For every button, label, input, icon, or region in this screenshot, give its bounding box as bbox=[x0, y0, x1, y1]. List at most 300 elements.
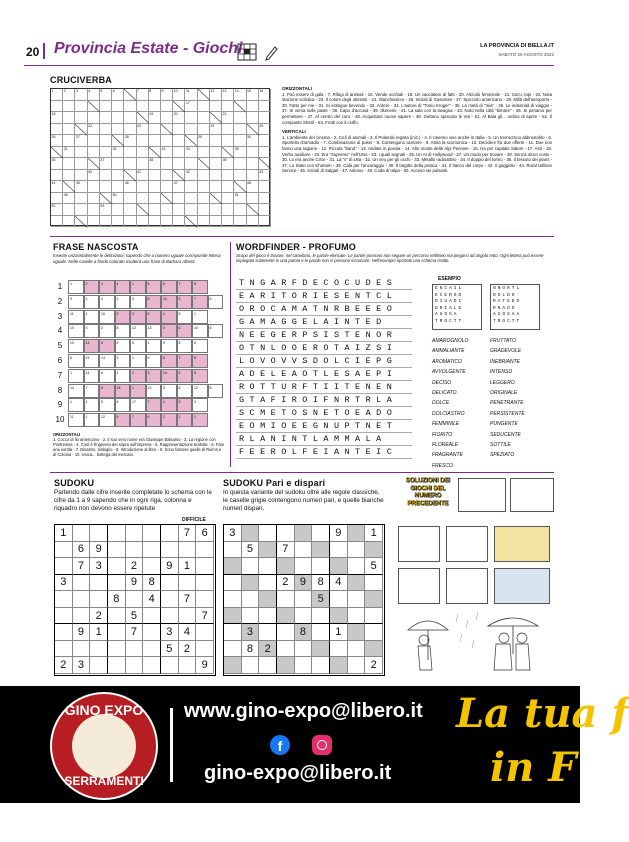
frase-cell[interactable]: 1 bbox=[146, 339, 162, 353]
sudoku-pari-dispari-cell[interactable] bbox=[224, 624, 242, 641]
frase-cell[interactable]: 5 bbox=[177, 310, 193, 324]
frase-cell[interactable]: 1 bbox=[84, 413, 100, 427]
frase-cell[interactable]: 3 bbox=[146, 369, 162, 383]
frase-cell[interactable]: 6 bbox=[208, 324, 224, 338]
logo-bottom-text: SERRAMENTI bbox=[64, 774, 144, 788]
frase-cell[interactable]: 6 bbox=[208, 295, 224, 309]
sudoku-cell[interactable] bbox=[196, 542, 214, 559]
crossword-cell bbox=[247, 89, 259, 101]
frase-cell[interactable]: 10 bbox=[68, 324, 84, 338]
crossword-cell bbox=[137, 135, 149, 147]
example-title: ESEMPIO bbox=[438, 276, 461, 282]
sudoku-pari-dispari-cell[interactable] bbox=[224, 657, 242, 674]
frase-cell[interactable]: 3 bbox=[161, 324, 177, 338]
sudoku-pari-dispari-cell: 8 bbox=[312, 575, 330, 592]
sudoku-cell[interactable] bbox=[126, 542, 144, 559]
sudoku-cell[interactable] bbox=[55, 542, 73, 559]
sudoku-pari-dispari-cell[interactable] bbox=[224, 591, 242, 608]
sudoku-cell[interactable] bbox=[55, 558, 73, 575]
frase-cell[interactable]: 11 bbox=[68, 310, 84, 324]
crossword-cell bbox=[149, 89, 161, 101]
sudoku-cell[interactable] bbox=[108, 558, 126, 575]
frase-cell[interactable]: 1 bbox=[192, 310, 208, 324]
frase-cell[interactable]: 7 bbox=[146, 398, 162, 412]
crossword-cell bbox=[149, 204, 161, 216]
crossword-cell bbox=[63, 216, 75, 228]
crossword-cell bbox=[51, 193, 63, 205]
sudoku-cell[interactable] bbox=[90, 525, 108, 542]
word-list-item: AMMALIANTE bbox=[432, 348, 465, 355]
sudoku-cell[interactable] bbox=[126, 641, 144, 658]
sudoku-pari-dispari-cell[interactable] bbox=[224, 542, 242, 559]
crossword-cell bbox=[185, 158, 197, 170]
sudoku-cell[interactable] bbox=[73, 525, 91, 542]
frase-cell[interactable]: 14 bbox=[99, 354, 115, 368]
crossword-cell bbox=[100, 170, 112, 182]
crossword-cell bbox=[124, 193, 136, 205]
sudoku-pari-dispari-cell[interactable] bbox=[295, 657, 313, 674]
frase-cell[interactable]: 1 bbox=[130, 280, 146, 294]
frase-row-number: 3 bbox=[57, 311, 63, 321]
sudoku-cell[interactable] bbox=[161, 575, 179, 592]
frase-cell[interactable]: 8 bbox=[177, 339, 193, 353]
crossword-clue-number: 32 bbox=[112, 146, 117, 151]
frase-cell[interactable]: 12 bbox=[99, 413, 115, 427]
crossword-block-cell bbox=[234, 101, 246, 113]
sudoku-pari-dispari-cell[interactable] bbox=[277, 558, 295, 575]
page-title: Provincia Estate - Giochi bbox=[54, 40, 243, 57]
frase-cell[interactable]: 1 bbox=[130, 384, 146, 398]
sudoku-pari-dispari-cell[interactable] bbox=[277, 608, 295, 625]
crossword-clue-number: 50 bbox=[112, 192, 117, 197]
crossword-cell bbox=[247, 193, 259, 205]
instagram-icon[interactable] bbox=[312, 735, 332, 755]
sudoku-cell[interactable] bbox=[73, 591, 91, 608]
sudoku-pari-dispari-cell[interactable] bbox=[312, 657, 330, 674]
sudoku-pari-dispari-cell: 2 bbox=[277, 575, 295, 592]
frase-cell[interactable]: 6 bbox=[192, 339, 208, 353]
frase-clues-title: ORIZZONTALI bbox=[53, 432, 81, 437]
frase-cell[interactable]: 10 bbox=[161, 369, 177, 383]
frase-cell[interactable]: 4 bbox=[115, 280, 131, 294]
sudoku-cell[interactable] bbox=[143, 608, 161, 625]
sudoku-pari-dispari-cell[interactable] bbox=[330, 542, 348, 559]
sudoku-pari-dispari-cell[interactable] bbox=[312, 641, 330, 658]
sudoku-pari-dispari-cell[interactable] bbox=[365, 575, 383, 592]
sudoku-cell[interactable] bbox=[55, 591, 73, 608]
sudoku-pari-dispari-cell[interactable] bbox=[259, 558, 277, 575]
sudoku-cell[interactable] bbox=[143, 657, 161, 674]
frase-cell[interactable]: 12 bbox=[192, 384, 208, 398]
sudoku-pari-dispari-cell[interactable] bbox=[259, 608, 277, 625]
frase-cell[interactable]: 3 bbox=[115, 354, 131, 368]
crossword-clue-number: 51 bbox=[234, 192, 239, 197]
sudoku-cell[interactable] bbox=[196, 591, 214, 608]
sudoku-cell[interactable] bbox=[161, 608, 179, 625]
crossword-cell bbox=[198, 216, 210, 228]
sudoku-pari-dispari-cell[interactable] bbox=[277, 525, 295, 542]
frase-cell[interactable]: 5 bbox=[177, 295, 193, 309]
sudoku-cell[interactable] bbox=[196, 575, 214, 592]
frase-cell[interactable]: 2 bbox=[177, 398, 193, 412]
sudoku-pari-dispari-cell[interactable] bbox=[259, 591, 277, 608]
crossword-clue-number: 28 bbox=[124, 135, 129, 140]
sudoku-pari-dispari-cell[interactable] bbox=[277, 591, 295, 608]
frase-cell[interactable]: 8 bbox=[192, 369, 208, 383]
frase-cell[interactable]: 4 bbox=[99, 295, 115, 309]
sudoku-cell[interactable] bbox=[90, 591, 108, 608]
sudoku-pari-dispari-cell[interactable] bbox=[242, 608, 260, 625]
frase-cell[interactable]: 18 bbox=[115, 384, 131, 398]
word-list-item: FEMMINILE bbox=[432, 421, 460, 428]
sudoku-cell[interactable] bbox=[179, 542, 197, 559]
crossword-clue-number: 46 bbox=[124, 181, 129, 186]
sudoku-cell[interactable] bbox=[55, 608, 73, 625]
sudoku-pari-dispari-cell[interactable] bbox=[295, 558, 313, 575]
sudoku-pari-dispari-cell[interactable] bbox=[259, 657, 277, 674]
crossword-cell bbox=[234, 112, 246, 124]
crossword-clue-number: 27 bbox=[75, 135, 80, 140]
wordfinder-row: SCMETOSNETOEADO bbox=[236, 406, 412, 420]
frase-cell[interactable]: 6 bbox=[177, 384, 193, 398]
sudoku-cell[interactable] bbox=[90, 657, 108, 674]
crossword-cell bbox=[259, 181, 271, 193]
frase-cell[interactable]: 8 bbox=[192, 280, 208, 294]
sudoku-cell: 3 bbox=[161, 624, 179, 641]
frase-cell[interactable]: 11 bbox=[68, 413, 84, 427]
crossword-block-cell bbox=[247, 204, 259, 216]
sudoku-pari-dispari-cell[interactable] bbox=[224, 575, 242, 592]
sudoku-pari-dispari-cell[interactable] bbox=[348, 641, 366, 658]
sudoku-pari-dispari-cell[interactable] bbox=[348, 542, 366, 559]
frase-cell[interactable]: 5 bbox=[99, 398, 115, 412]
sudoku-pari-dispari-cell[interactable] bbox=[259, 525, 277, 542]
website-link[interactable]: www.gino-expo@libero.it bbox=[184, 700, 423, 722]
frase-cell[interactable]: 1 bbox=[115, 369, 131, 383]
frase-cell[interactable]: 6 bbox=[99, 369, 115, 383]
sudoku-pari-dispari-cell[interactable] bbox=[348, 575, 366, 592]
sudoku-cell: 6 bbox=[196, 525, 214, 542]
sudoku-cell[interactable] bbox=[55, 624, 73, 641]
frase-cell[interactable]: 6 bbox=[146, 413, 162, 427]
sudoku-cell[interactable] bbox=[108, 624, 126, 641]
facebook-icon[interactable]: f bbox=[270, 735, 290, 755]
frase-cell[interactable]: 1 bbox=[84, 398, 100, 412]
sudoku-cell[interactable] bbox=[126, 657, 144, 674]
frase-cell[interactable]: 6 bbox=[161, 280, 177, 294]
crossword-cell bbox=[198, 147, 210, 159]
frase-cell[interactable]: 7 bbox=[84, 384, 100, 398]
sudoku-pari-dispari-cell[interactable] bbox=[242, 657, 260, 674]
advertisement-banner[interactable] bbox=[0, 686, 629, 803]
crossword-cell bbox=[259, 193, 271, 205]
crossword-block-cell bbox=[173, 101, 185, 113]
sudoku-pari-dispari-cell[interactable] bbox=[348, 525, 366, 542]
frase-cell[interactable]: 3 bbox=[99, 280, 115, 294]
frase-cell[interactable]: 8 bbox=[192, 354, 208, 368]
crossword-cell bbox=[137, 170, 149, 182]
sudoku-pari-dispari-cell[interactable] bbox=[242, 558, 260, 575]
frase-cell[interactable]: 6 bbox=[68, 354, 84, 368]
sudoku-pari-dispari-cell[interactable] bbox=[365, 624, 383, 641]
word-list-item: DOLCIASTRO bbox=[432, 410, 465, 417]
sudoku-cell[interactable] bbox=[161, 542, 179, 559]
crossword-cell bbox=[100, 216, 112, 228]
sudoku-pari-dispari-cell[interactable] bbox=[242, 575, 260, 592]
sudoku-pari-dispari-cell[interactable] bbox=[259, 542, 277, 559]
frase-cell[interactable]: 5 bbox=[130, 339, 146, 353]
sudoku-pari-dispari-cell[interactable] bbox=[295, 525, 313, 542]
sudoku-cell[interactable] bbox=[126, 525, 144, 542]
frase-cell[interactable]: 7 bbox=[130, 413, 146, 427]
sudoku-cell[interactable] bbox=[196, 641, 214, 658]
sudoku-pari-dispari-cell[interactable] bbox=[312, 608, 330, 625]
frase-cell[interactable]: 5 bbox=[177, 369, 193, 383]
sudoku-pari-dispari-cell[interactable] bbox=[348, 558, 366, 575]
crossword-clue-number: 26 bbox=[51, 135, 56, 140]
frase-cell[interactable]: 13 bbox=[146, 384, 162, 398]
frase-cell[interactable]: 2 bbox=[99, 324, 115, 338]
sudoku-cell[interactable] bbox=[108, 657, 126, 674]
frase-cell[interactable]: 9 bbox=[161, 339, 177, 353]
sudoku-cell[interactable] bbox=[143, 525, 161, 542]
sudoku-pari-dispari-cell[interactable] bbox=[365, 641, 383, 658]
sudoku-pari-dispari-cell[interactable] bbox=[277, 624, 295, 641]
crossword-cell bbox=[137, 193, 149, 205]
frase-cell[interactable]: 1 bbox=[68, 280, 84, 294]
frase-cell[interactable]: 2 bbox=[115, 310, 131, 324]
frase-cell[interactable]: 1 bbox=[161, 398, 177, 412]
frase-cell[interactable]: 6 bbox=[99, 339, 115, 353]
frase-cell[interactable]: 14 bbox=[84, 369, 100, 383]
sudoku-cell[interactable] bbox=[143, 542, 161, 559]
sudoku-pari-dispari-cell[interactable] bbox=[259, 624, 277, 641]
sudoku-pari-dispari-cell[interactable] bbox=[330, 591, 348, 608]
sudoku-cell: 2 bbox=[90, 608, 108, 625]
sudoku-pari-dispari-cell[interactable] bbox=[224, 558, 242, 575]
frase-cell[interactable]: 3 bbox=[84, 324, 100, 338]
frase-cell[interactable]: 7 bbox=[177, 280, 193, 294]
crossword-cell bbox=[88, 124, 100, 136]
word-list-item: SOTTILE bbox=[490, 442, 511, 449]
solution-crossword-thumb bbox=[510, 478, 554, 512]
frase-cell[interactable]: 5 bbox=[115, 339, 131, 353]
sudoku-pari-dispari-cell[interactable] bbox=[312, 542, 330, 559]
page-header bbox=[24, 40, 554, 66]
sudoku-cell[interactable] bbox=[143, 624, 161, 641]
frase-cell[interactable]: 1 bbox=[161, 310, 177, 324]
sudoku-cell: 2 bbox=[55, 657, 73, 674]
frase-cell[interactable]: 3 bbox=[192, 398, 208, 412]
crossword-cell bbox=[259, 124, 271, 136]
frase-cell[interactable]: 10 bbox=[68, 339, 84, 353]
sudoku-cell[interactable] bbox=[196, 624, 214, 641]
crossword-cell bbox=[259, 204, 271, 216]
sudoku-cell[interactable] bbox=[108, 641, 126, 658]
sudoku-cell[interactable] bbox=[73, 641, 91, 658]
crossword-clue-number: 44 bbox=[51, 181, 56, 186]
sudoku-cell[interactable] bbox=[73, 575, 91, 592]
frase-cell[interactable]: 8 bbox=[115, 324, 131, 338]
frase-cell[interactable]: 1 bbox=[84, 295, 100, 309]
sudoku-pari-dispari-cell[interactable] bbox=[295, 591, 313, 608]
frase-cell[interactable]: 1 bbox=[130, 354, 146, 368]
frase-cell[interactable]: 7 bbox=[192, 295, 208, 309]
frase-row-number: 4 bbox=[57, 326, 63, 336]
sudoku-pari-dispari-cell[interactable] bbox=[242, 591, 260, 608]
frase-cell[interactable]: 2 bbox=[177, 413, 193, 427]
frase-cell[interactable]: 1 bbox=[68, 398, 84, 412]
sudoku-pari-dispari-cell[interactable] bbox=[365, 542, 383, 559]
frase-cell[interactable]: 2 bbox=[130, 369, 146, 383]
sudoku-cell[interactable] bbox=[108, 608, 126, 625]
sudoku-cell[interactable] bbox=[143, 558, 161, 575]
crossword-cell bbox=[222, 204, 234, 216]
email-link[interactable]: gino-expo@libero.it bbox=[204, 762, 392, 784]
sudoku-pari-dispari-cell[interactable] bbox=[348, 657, 366, 674]
sudoku-pari-dispari-cell[interactable] bbox=[277, 657, 295, 674]
frase-cell[interactable]: 14 bbox=[68, 384, 84, 398]
frase-cell[interactable]: 1 bbox=[68, 369, 84, 383]
sudoku-pari-dispari-cell[interactable] bbox=[295, 641, 313, 658]
sudoku-pari-dispari-cell[interactable] bbox=[330, 641, 348, 658]
sudoku-pari-dispari-cell[interactable] bbox=[348, 608, 366, 625]
crossword-cell bbox=[210, 101, 222, 113]
sudoku-pari-dispari-cell[interactable] bbox=[295, 608, 313, 625]
sudoku-pari-dispari-cell[interactable] bbox=[312, 525, 330, 542]
crossword-cell bbox=[124, 124, 136, 136]
crossword-clue-number: 42 bbox=[185, 169, 190, 174]
sudoku-cell[interactable] bbox=[179, 608, 197, 625]
ad-divider bbox=[170, 708, 173, 782]
sudoku-cell[interactable] bbox=[126, 591, 144, 608]
frase-cell[interactable]: 2 bbox=[84, 280, 100, 294]
frase-cell[interactable]: 12 bbox=[130, 324, 146, 338]
wordfinder-row: LOVOVVSDOLCIEPG bbox=[236, 354, 412, 368]
frase-cell[interactable]: 6 bbox=[99, 384, 115, 398]
sudoku-cell[interactable] bbox=[108, 542, 126, 559]
sudoku-pari-dispari-cell[interactable] bbox=[242, 525, 260, 542]
frase-row-number: 1 bbox=[57, 282, 63, 291]
frase-cell[interactable]: 10 bbox=[161, 295, 177, 309]
crossword-cell bbox=[161, 204, 173, 216]
wordfinder-row: GTAFIROIFNRTRLA bbox=[236, 393, 412, 407]
sudoku-cell[interactable] bbox=[73, 608, 91, 625]
crossword-clue-number: 49 bbox=[63, 192, 68, 197]
crossword-cell bbox=[259, 101, 271, 113]
frase-cell[interactable]: 6 bbox=[146, 310, 162, 324]
sudoku-pari-dispari-cell[interactable] bbox=[224, 641, 242, 658]
sudoku-pari-dispari-cell[interactable] bbox=[312, 624, 330, 641]
crossword-cell bbox=[161, 147, 173, 159]
crossword-clue-number: 39 bbox=[222, 158, 227, 163]
frase-cell[interactable]: 6 bbox=[115, 398, 131, 412]
frase-cell[interactable]: 9 bbox=[146, 354, 162, 368]
frase-cell[interactable]: 6 bbox=[177, 324, 193, 338]
crossword-cell bbox=[124, 147, 136, 159]
sudoku-cell: 1 bbox=[90, 624, 108, 641]
frase-cell[interactable]: 15 bbox=[84, 354, 100, 368]
sudoku-cell: 9 bbox=[90, 542, 108, 559]
sudoku-pari-dispari-cell[interactable] bbox=[259, 575, 277, 592]
sudoku-pari-dispari-cell[interactable] bbox=[330, 608, 348, 625]
sudoku-pari-dispari-cell: 4 bbox=[330, 575, 348, 592]
crossword-block-cell bbox=[210, 193, 222, 205]
sudoku-cell[interactable] bbox=[179, 657, 197, 674]
sudoku-pari-dispari-cell[interactable] bbox=[224, 608, 242, 625]
sudoku-pari-dispari-cell[interactable] bbox=[330, 558, 348, 575]
crossword-clue-number: 16 bbox=[259, 89, 264, 94]
frase-cell[interactable]: 13 bbox=[146, 324, 162, 338]
sudoku-cell[interactable] bbox=[90, 575, 108, 592]
frase-title: FRASE NASCOSTA bbox=[53, 242, 139, 252]
crossword-cell bbox=[124, 158, 136, 170]
frase-cell[interactable]: 8 bbox=[208, 384, 224, 398]
frase-cell[interactable]: 6 bbox=[115, 413, 131, 427]
frase-cell[interactable]: 14 bbox=[84, 339, 100, 353]
frase-cell[interactable]: 6 bbox=[161, 354, 177, 368]
frase-cell[interactable]: 5 bbox=[146, 280, 162, 294]
sudoku-pari-dispari-cell[interactable] bbox=[348, 624, 366, 641]
frase-cell[interactable]: 8 bbox=[146, 295, 162, 309]
crossword-cell bbox=[198, 135, 210, 147]
logo-top-text: GINO EXPO bbox=[64, 702, 144, 718]
sudoku-pari-dispari-cell[interactable] bbox=[312, 558, 330, 575]
sudoku-pari-dispari-cell: 9 bbox=[330, 525, 348, 542]
frase-cell[interactable]: 9 bbox=[68, 295, 84, 309]
crossword-block-cell bbox=[247, 124, 259, 136]
example-row: DIUADI bbox=[435, 299, 464, 305]
frase-cell[interactable]: 10 bbox=[99, 310, 115, 324]
sudoku-cell[interactable] bbox=[90, 641, 108, 658]
frase-cell[interactable]: 3 bbox=[161, 384, 177, 398]
sudoku-pari-dispari-cell[interactable] bbox=[348, 591, 366, 608]
frase-row bbox=[54, 310, 222, 325]
sudoku-cell[interactable] bbox=[108, 525, 126, 542]
sudoku-pari-dispari-cell[interactable] bbox=[365, 591, 383, 608]
crossword-cell bbox=[173, 181, 185, 193]
frase-cell[interactable]: 1 bbox=[84, 310, 100, 324]
frase-cell[interactable]: 1 bbox=[192, 413, 208, 427]
crossword-cell bbox=[63, 204, 75, 216]
frase-cell[interactable]: 3 bbox=[130, 310, 146, 324]
sudoku-pari-dispari-cell[interactable] bbox=[365, 608, 383, 625]
sudoku-pari-dispari-cell[interactable] bbox=[295, 542, 313, 559]
frase-cell[interactable]: 10 bbox=[192, 324, 208, 338]
example-row: AUOGA bbox=[435, 312, 459, 318]
sudoku-cell[interactable] bbox=[161, 657, 179, 674]
sudoku-pari-dispari-cell[interactable] bbox=[277, 641, 295, 658]
crossword-clue-number: 8 bbox=[149, 89, 152, 94]
sudoku-cell[interactable] bbox=[179, 575, 197, 592]
frase-cell[interactable]: 17 bbox=[130, 398, 146, 412]
crossword-cell bbox=[210, 216, 222, 228]
crossword-cell bbox=[75, 135, 87, 147]
frase-cell[interactable]: 2 bbox=[115, 295, 131, 309]
sudoku-cell[interactable] bbox=[196, 558, 214, 575]
sudoku-cell[interactable] bbox=[161, 591, 179, 608]
crossword-cell bbox=[149, 135, 161, 147]
sudoku-cell[interactable] bbox=[108, 575, 126, 592]
sudoku-cell[interactable] bbox=[143, 641, 161, 658]
crossword-clue-number: 20 bbox=[173, 112, 178, 117]
frase-cell[interactable]: 3 bbox=[130, 295, 146, 309]
frase-cell[interactable]: 2 bbox=[161, 413, 177, 427]
sudoku-pari-dispari-cell[interactable] bbox=[330, 657, 348, 674]
sudoku-cell[interactable] bbox=[55, 641, 73, 658]
sudoku-cell[interactable] bbox=[161, 525, 179, 542]
frase-cell[interactable]: 7 bbox=[177, 354, 193, 368]
